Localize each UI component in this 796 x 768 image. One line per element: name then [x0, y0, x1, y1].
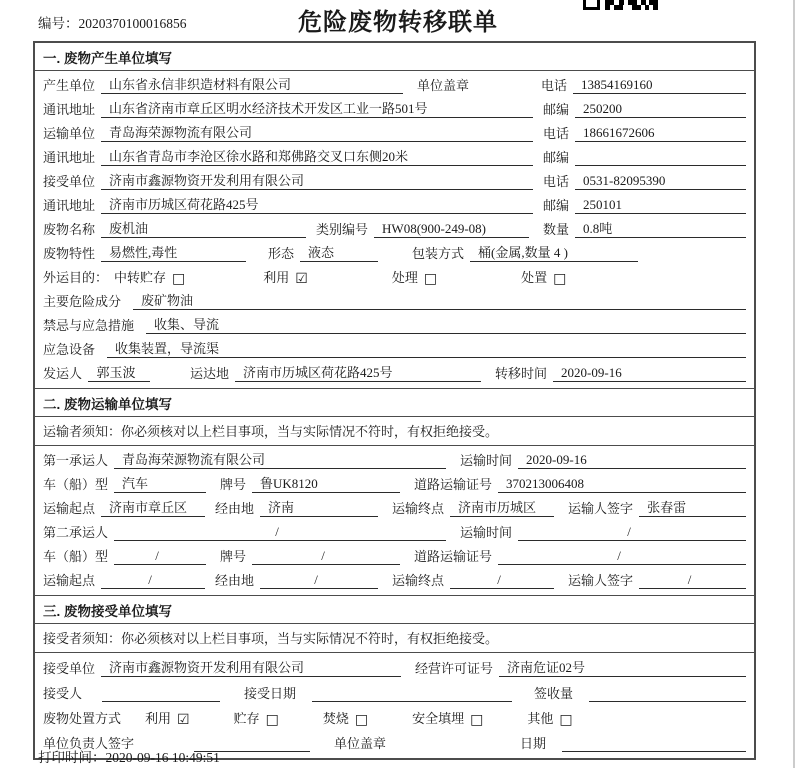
disposal-option-landfill-label: 安全填埋 — [412, 711, 465, 726]
producer-zip-value: 250200 — [575, 101, 746, 118]
disposal-option-other-label: 其他 — [527, 711, 554, 726]
receiver-label: 接受单位 — [43, 174, 96, 189]
waste-name-value: 废机油 — [101, 218, 306, 238]
first-carrier-row — [35, 447, 754, 471]
disposal-option-store-checkbox-icon: □ — [265, 712, 279, 728]
purpose-option-storage-checkbox-icon: □ — [172, 271, 186, 287]
accept-unit-label: 接受单位 — [43, 661, 96, 676]
second-carrier-sign-label: 运输人签字 — [568, 573, 634, 588]
purpose-option-dispose-label: 处置 — [521, 270, 548, 285]
waste-qty-label: 数量 — [543, 222, 570, 237]
producer-value: 山东省永信非织造材料有限公司 — [101, 74, 403, 94]
second-via-value: / — [260, 572, 378, 589]
first-endpoint-value: 济南市历城区 — [450, 497, 554, 517]
disposal-option-other-checkbox-icon: □ — [559, 712, 573, 728]
accept-date-label: 接受日期 — [244, 686, 297, 701]
receiver-zip-value: 250101 — [575, 197, 746, 214]
transfer-time-label: 转移时间 — [495, 366, 548, 381]
document-number-value: 2020370100016856 — [78, 16, 187, 31]
disposal-method-label: 废物处置方式 — [43, 711, 122, 726]
unit-seal-label: 单位盖章 — [417, 78, 470, 93]
sender-row — [35, 360, 754, 384]
disposal-option-utilize-label: 利用 — [145, 711, 172, 726]
hazard-component-value: 废矿物油 — [133, 290, 746, 310]
manifest-form-table — [33, 41, 756, 760]
accept-person-row — [35, 679, 754, 704]
transfer-purpose-label: 外运目的： — [43, 270, 109, 285]
waste-category-value: HW08(900-249-08) — [374, 221, 529, 238]
accept-unit-row — [35, 654, 754, 679]
waste-name-label: 废物名称 — [43, 222, 96, 237]
receiver-row — [35, 168, 754, 192]
emergency-measures-value: 收集、导流 — [146, 314, 746, 334]
second-plate-value: / — [252, 548, 400, 565]
accept-date-value — [312, 701, 512, 702]
first-transport-time-value: 2020-09-16 — [518, 452, 746, 469]
transporter-address-label: 通讯地址 — [43, 150, 96, 165]
transporter-address-row — [35, 144, 754, 168]
first-road-permit-value: 370213006408 — [498, 476, 746, 493]
second-via-label: 经由地 — [215, 573, 255, 588]
transporter-address-value: 山东省青岛市李沧区徐水路和郑佛路交叉口东侧20米 — [101, 146, 533, 166]
disposal-option-incinerate — [323, 708, 368, 727]
section2-body — [35, 446, 754, 595]
disposal-option-store-label: 贮存 — [233, 711, 260, 726]
second-transport-time-value: / — [518, 524, 746, 541]
transporter-phone-value: 18661672606 — [575, 125, 746, 142]
purpose-option-storage-label: 中转贮存 — [114, 270, 167, 285]
sender-label: 发运人 — [43, 366, 83, 381]
second-transport-time-label: 运输时间 — [460, 525, 513, 540]
hazard-component-label: 主要危险成分 — [43, 294, 122, 309]
second-vehicle-row — [35, 543, 754, 567]
waste-name-row — [35, 216, 754, 240]
section1-heading: 一. 废物产生单位填写 — [35, 43, 754, 71]
first-endpoint-label: 运输终点 — [392, 501, 445, 516]
second-vehicle-type-label: 车（船）型 — [43, 549, 109, 564]
receiver-value: 济南市鑫源物资开发利用有限公司 — [101, 170, 533, 190]
emergency-equipment-value: 收集装置，导流渠 — [107, 338, 746, 358]
page-title: 危险废物转移联单 — [298, 9, 498, 36]
first-road-permit-label: 道路运输证号 — [414, 477, 493, 492]
waste-character-label: 废物特性 — [43, 246, 96, 261]
section3-heading: 三. 废物接受单位填写 — [35, 595, 754, 624]
producer-row — [35, 72, 754, 96]
qr-code-fragment-icon — [583, 0, 658, 16]
first-origin-label: 运输起点 — [43, 501, 96, 516]
sign-quantity-value — [589, 701, 746, 702]
first-carrier-sign-value: 张春雷 — [639, 497, 746, 517]
second-road-permit-value: / — [498, 548, 746, 565]
first-via-label: 经由地 — [215, 501, 255, 516]
sender-value: 郭玉波 — [88, 362, 150, 382]
waste-form-value: 液态 — [300, 242, 378, 262]
first-carrier-label: 第一承运人 — [43, 453, 109, 468]
emergency-equipment-label: 应急设备 — [43, 342, 96, 357]
accept-person-label: 接受人 — [43, 686, 83, 701]
accept-unit-value: 济南市鑫源物资开发利用有限公司 — [101, 657, 401, 677]
accept-person-value — [102, 701, 220, 702]
waste-qty-value: 0.8吨 — [575, 218, 746, 238]
disposal-option-landfill — [412, 708, 483, 727]
purpose-option-treat — [392, 267, 437, 286]
print-time-label: 打印时间： — [38, 750, 106, 765]
disposal-option-incinerate-checkbox-icon: □ — [354, 712, 369, 728]
purpose-option-utilize — [263, 267, 308, 286]
disposal-option-store — [234, 708, 279, 727]
first-origin-value: 济南市章丘区 — [101, 497, 205, 517]
producer-label: 产生单位 — [43, 78, 96, 93]
purpose-option-dispose — [521, 267, 566, 286]
transporter-notice: 运输者须知：你必须核对以上栏目事项，当与实际情况不符时，有权拒绝接受。 — [35, 417, 754, 446]
first-vehicle-type-value: 汽车 — [114, 473, 206, 493]
document-header — [0, 0, 796, 40]
print-time — [38, 746, 220, 766]
accept-seal-label: 单位盖章 — [334, 736, 387, 751]
document-number-label: 编号： — [38, 16, 79, 31]
purpose-option-dispose-checkbox-icon: □ — [553, 271, 567, 287]
emergency-equipment-row — [35, 336, 754, 360]
transporter-phone-label: 电话 — [543, 126, 570, 141]
second-carrier-sign-value: / — [639, 572, 746, 589]
disposal-option-landfill-checkbox-icon: □ — [470, 712, 484, 728]
transporter-label: 运输单位 — [43, 126, 96, 141]
second-origin-value: / — [101, 572, 205, 589]
transfer-time-value: 2020-09-16 — [553, 365, 746, 382]
purpose-option-treat-checkbox-icon: □ — [423, 271, 438, 287]
destination-label: 运达地 — [190, 366, 230, 381]
transporter-zip-label: 邮编 — [543, 150, 570, 165]
section1-body — [35, 71, 754, 388]
disposal-option-utilize — [145, 708, 190, 727]
second-carrier-value: / — [114, 524, 446, 541]
responsible-sign-label: 单位负责人签字 — [43, 736, 135, 751]
waste-character-row — [35, 240, 754, 264]
receiver-zip-label: 邮编 — [543, 198, 570, 213]
producer-address-label: 通讯地址 — [43, 102, 96, 117]
transporter-row — [35, 120, 754, 144]
second-endpoint-label: 运输终点 — [392, 573, 445, 588]
purpose-option-storage — [114, 267, 185, 286]
second-plate-label: 牌号 — [220, 549, 247, 564]
first-via-value: 济南 — [260, 497, 378, 517]
first-carrier-sign-label: 运输人签字 — [568, 501, 634, 516]
second-carrier-row — [35, 519, 754, 543]
producer-address-row — [35, 96, 754, 120]
receiver-address-value: 济南市历城区荷花路425号 — [101, 194, 533, 214]
disposal-option-other — [527, 708, 572, 727]
print-time-value: 2020-09-16 10:49:51 — [105, 750, 220, 765]
section2-heading: 二. 废物运输单位填写 — [35, 388, 754, 417]
license-value: 济南危证02号 — [499, 657, 746, 677]
page-edge-line — [793, 0, 795, 768]
disposal-method-row — [35, 704, 754, 729]
second-road-permit-label: 道路运输证号 — [414, 549, 493, 564]
transporter-value: 青岛海荣源物流有限公司 — [101, 122, 533, 142]
hazard-component-row — [35, 288, 754, 312]
disposal-option-incinerate-label: 焚烧 — [322, 711, 349, 726]
first-vehicle-type-label: 车（船）型 — [43, 477, 109, 492]
first-transport-time-label: 运输时间 — [460, 453, 513, 468]
producer-phone-label: 电话 — [541, 78, 568, 93]
receiver-notice: 接受者须知：你必须核对以上栏目事项，当与实际情况不符时，有权拒绝接受。 — [35, 624, 754, 653]
transfer-purpose-row — [35, 264, 754, 288]
accept-date2-label: 日期 — [520, 736, 547, 751]
destination-value: 济南市历城区荷花路425号 — [235, 362, 481, 382]
receiver-phone-label: 电话 — [543, 174, 570, 189]
producer-address-value: 山东省济南市章丘区明水经济技术开发区工业一路501号 — [101, 98, 533, 118]
second-vehicle-type-value: / — [114, 548, 206, 565]
producer-zip-label: 邮编 — [543, 102, 570, 117]
packing-label: 包装方式 — [412, 246, 465, 261]
receiver-phone-value: 0531-82095390 — [575, 173, 746, 190]
waste-category-label: 类别编号 — [316, 222, 369, 237]
first-route-row — [35, 495, 754, 519]
sign-quantity-label: 签收量 — [534, 686, 574, 701]
receiver-address-label: 通讯地址 — [43, 198, 96, 213]
waste-character-value: 易燃性,毒性 — [101, 242, 246, 262]
first-plate-label: 牌号 — [220, 477, 247, 492]
second-endpoint-value: / — [450, 572, 554, 589]
license-label: 经营许可证号 — [415, 661, 494, 676]
receiver-address-row — [35, 192, 754, 216]
emergency-measures-row — [35, 312, 754, 336]
first-plate-value: 鲁UK8120 — [252, 473, 400, 493]
second-carrier-label: 第二承运人 — [43, 525, 109, 540]
second-route-row — [35, 567, 754, 591]
packing-value: 桶(金属,数量 4 ) — [470, 242, 638, 262]
first-carrier-value: 青岛海荣源物流有限公司 — [114, 449, 446, 469]
purpose-option-utilize-checkbox-icon: ☑ — [295, 271, 308, 287]
emergency-measures-label: 禁忌与应急措施 — [43, 318, 135, 333]
second-origin-label: 运输起点 — [43, 573, 96, 588]
transporter-zip-value — [575, 165, 746, 166]
purpose-option-treat-label: 处理 — [391, 270, 418, 285]
first-vehicle-row — [35, 471, 754, 495]
producer-phone-value: 13854169160 — [573, 77, 746, 94]
accept-date2-value — [562, 751, 746, 752]
purpose-option-utilize-label: 利用 — [263, 270, 290, 285]
disposal-option-utilize-checkbox-icon: ☑ — [177, 712, 190, 728]
waste-form-label: 形态 — [268, 246, 295, 261]
section3-body — [35, 653, 754, 758]
